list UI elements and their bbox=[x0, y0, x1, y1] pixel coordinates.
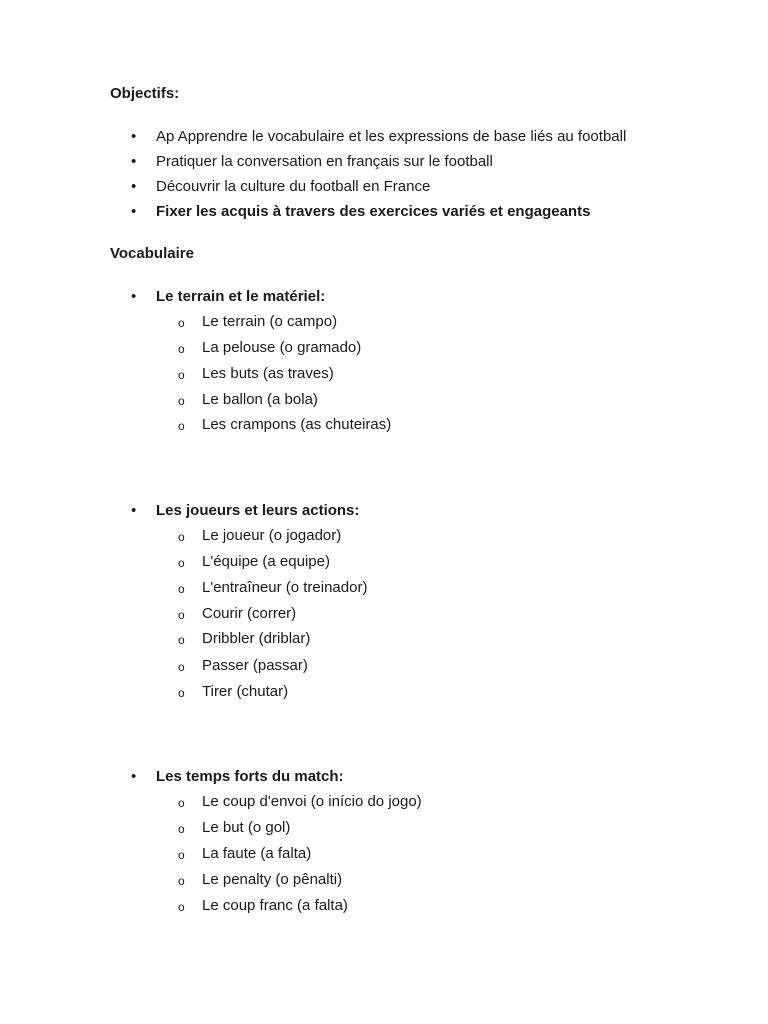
vocab-item-text: Les buts (as traves) bbox=[202, 365, 334, 382]
vocab-item-text: Dribbler (driblar) bbox=[202, 630, 311, 647]
bullet-marker: • bbox=[131, 203, 137, 220]
vocab-item bbox=[178, 313, 337, 331]
objectives-heading: Objectifs: bbox=[110, 85, 180, 102]
vocab-item-text: Le terrain (o campo) bbox=[202, 313, 338, 330]
vocab-item-text: L'équipe (a equipe) bbox=[202, 553, 330, 570]
objective-text: Fixer les acquis à travers des exercices variés et engageants bbox=[156, 203, 591, 220]
sub-marker: o bbox=[178, 874, 185, 888]
vocab-item-text: L'entraîneur (o treinador) bbox=[202, 579, 368, 596]
sub-marker: o bbox=[178, 368, 185, 382]
sub-marker: o bbox=[178, 316, 185, 330]
sub-marker: o bbox=[178, 530, 185, 544]
objective-item bbox=[131, 128, 626, 146]
vocab-item-text: Tirer (chutar) bbox=[202, 683, 289, 700]
vocab-item-text: Le ballon (a bola) bbox=[202, 391, 318, 408]
vocab-item bbox=[178, 605, 296, 623]
vocab-section-title bbox=[131, 768, 344, 786]
objective-item bbox=[131, 178, 430, 196]
vocab-item bbox=[178, 527, 341, 545]
sub-marker: o bbox=[178, 394, 185, 408]
vocab-item bbox=[178, 793, 422, 811]
vocab-item bbox=[178, 630, 310, 648]
vocab-item-text: Le penalty (o pênalti) bbox=[202, 871, 343, 888]
vocab-item bbox=[178, 416, 391, 434]
vocab-item bbox=[178, 897, 348, 915]
sub-marker: o bbox=[178, 419, 185, 433]
vocab-item bbox=[178, 365, 334, 383]
vocab-item-text: Le joueur (o jogador) bbox=[202, 527, 342, 544]
sub-marker: o bbox=[178, 848, 185, 862]
objective-item bbox=[131, 153, 493, 171]
vocab-item bbox=[178, 683, 288, 701]
section-title-text: Le terrain et le matériel: bbox=[156, 288, 326, 305]
sub-marker: o bbox=[178, 633, 185, 647]
vocab-item-text: Les crampons (as chuteiras) bbox=[202, 416, 392, 433]
sub-marker: o bbox=[178, 608, 185, 622]
vocab-item bbox=[178, 845, 311, 863]
vocab-item bbox=[178, 657, 308, 675]
vocab-item-text: Courir (correr) bbox=[202, 605, 297, 622]
sub-marker: o bbox=[178, 900, 185, 914]
vocab-item-text: Le coup d'envoi (o início do jogo) bbox=[202, 793, 422, 810]
vocab-item bbox=[178, 819, 290, 837]
vocab-item bbox=[178, 339, 361, 357]
vocab-item bbox=[178, 871, 342, 889]
section-title-text: Les joueurs et leurs actions: bbox=[156, 502, 360, 519]
objective-item bbox=[131, 203, 590, 221]
bullet-marker: • bbox=[131, 128, 137, 145]
sub-marker: o bbox=[178, 556, 185, 570]
bullet-marker: • bbox=[131, 153, 137, 170]
vocab-item bbox=[178, 579, 367, 597]
objective-text: Ap Apprendre le vocabulaire et les expressions de base liés au football bbox=[156, 128, 627, 145]
vocab-item-text: Le but (o gol) bbox=[202, 819, 291, 836]
vocab-item-text: Le coup franc (a falta) bbox=[202, 897, 348, 914]
vocab-item bbox=[178, 553, 330, 571]
sub-marker: o bbox=[178, 796, 185, 810]
vocab-item bbox=[178, 391, 318, 409]
section-title-text: Les temps forts du match: bbox=[156, 768, 344, 785]
bullet-marker: • bbox=[131, 288, 137, 305]
vocabulary-heading: Vocabulaire bbox=[110, 245, 194, 262]
objective-text: Découvrir la culture du football en France bbox=[156, 178, 431, 195]
sub-marker: o bbox=[178, 660, 185, 674]
bullet-marker: • bbox=[131, 178, 137, 195]
vocab-item-text: La pelouse (o gramado) bbox=[202, 339, 362, 356]
vocab-section-title bbox=[131, 502, 359, 520]
vocab-section-title bbox=[131, 288, 325, 306]
vocab-item-text: La faute (a falta) bbox=[202, 845, 312, 862]
objective-text: Pratiquer la conversation en français sur le football bbox=[156, 153, 493, 170]
bullet-marker: • bbox=[131, 768, 137, 785]
vocab-item-text: Passer (passar) bbox=[202, 657, 308, 674]
bullet-marker: • bbox=[131, 502, 137, 519]
sub-marker: o bbox=[178, 822, 185, 836]
sub-marker: o bbox=[178, 686, 185, 700]
sub-marker: o bbox=[178, 582, 185, 596]
sub-marker: o bbox=[178, 342, 185, 356]
